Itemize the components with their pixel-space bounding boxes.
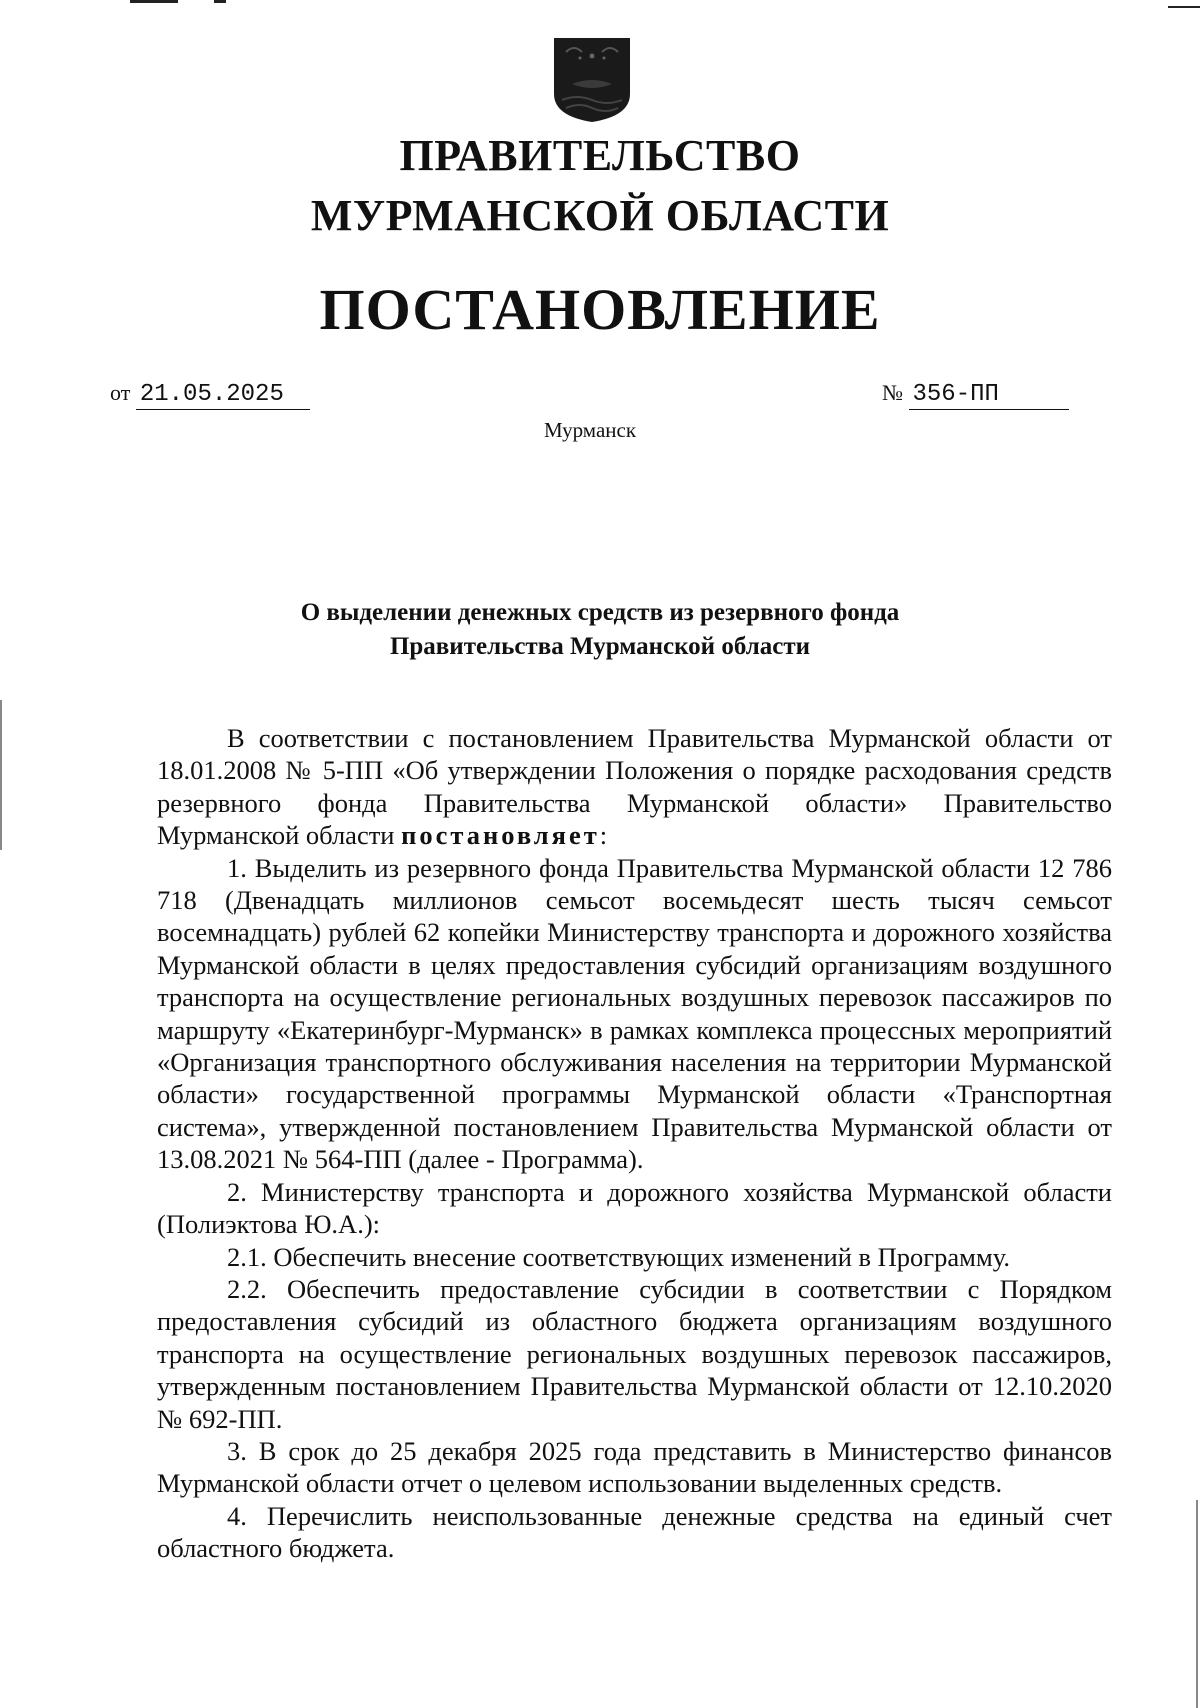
- scan-artifact-left-edge: [0, 700, 2, 850]
- date-value: 21.05.2025: [136, 381, 310, 410]
- preamble-emphasis: постановляет: [401, 820, 600, 851]
- coat-of-arms-icon: [552, 36, 632, 124]
- paragraph-2: 2. Министерству транспорта и дорожного хозяйства Мурманской области (Полиэктова Ю.А.):: [157, 1176, 1112, 1240]
- org-title-line1: ПРАВИТЕЛЬСТВО: [399, 131, 801, 180]
- scan-artifact-top-left: [130, 0, 178, 3]
- number-prefix: №: [882, 380, 903, 405]
- doc-type-title: ПОСТАНОВЛЕНИЕ: [319, 277, 881, 342]
- date-field: [110, 380, 310, 410]
- scan-artifact-top-left-2: [214, 0, 226, 3]
- city-label: Мурманск: [543, 418, 637, 442]
- document-body: [157, 722, 1112, 1565]
- subject-heading: [0, 596, 1200, 664]
- scan-artifact-top-right: [1168, 6, 1200, 8]
- paragraph-3: 3. В срок до 25 декабря 2025 года представить в Министерство финансов Мурманской области отчет о целевом использовании выделенных средств.: [157, 1435, 1112, 1499]
- number-field: [882, 380, 1069, 410]
- org-title-line2: МУРМАНСКОЙ ОБЛАСТИ: [310, 191, 890, 240]
- paragraph-2-1: 2.1. Обеспечить внесение соответствующих изменений в Программу.: [227, 1241, 1010, 1272]
- date-prefix: от: [110, 380, 131, 405]
- paragraph-1: 1. Выделить из резервного фонда Правительства Мурманской области 12 786 718 (Двенадцать миллионов семьсот восемьдесят шесть тысяч семьсот восемнадцать) рублей 62 копейки Министерству транспорта и дорожного хозяйства Мурманской области в целях предоставления субсидий организациям воздушного транспорта на осуществление региональных воздушных перевозок пассажиров по маршруту «Екатеринбург-Мурманск» в рамках комплекса процессных мероприятий «Организация транспортного обслуживания населения на территории Мурманской области» государственной программы Мурманской области «Транспортная система», утвержденной постановлением Правительства Мурманской области от 13.08.2021 № 564-ПП (далее - Программа).: [157, 852, 1112, 1175]
- subject-line-1: О выделении денежных средств из резервного фонда: [300, 599, 900, 626]
- paragraph-2-2: 2.2. Обеспечить предоставление субсидии в соответствии с Порядком предоставления субсидий из областного бюджета организациям воздушного транспорта на осуществление региональных воздушных перевозок пассажиров, утвержденным постановлением Правительства Мурманской области от 12.10.2020 № 692-ПП.: [157, 1273, 1112, 1434]
- preamble-end: :: [599, 820, 608, 851]
- paragraph-4: 4. Перечислить неиспользованные денежные средства на единый счет областного бюджета.: [157, 1500, 1112, 1564]
- preamble-paragraph: [157, 722, 1112, 852]
- number-value: 356-ПП: [909, 381, 1069, 410]
- scan-artifact-right-edge: [1196, 1500, 1198, 1708]
- preamble-text: В соответствии с постановлением Правительства Мурманской области от 18.01.2008 № 5-ПП «Об утверждении Положения о порядке расходования средств резервного фонда Правительства Мурманской области» Правительство Мурманской области: [157, 723, 1112, 851]
- subject-line-2: Правительства Мурманской области: [389, 633, 811, 660]
